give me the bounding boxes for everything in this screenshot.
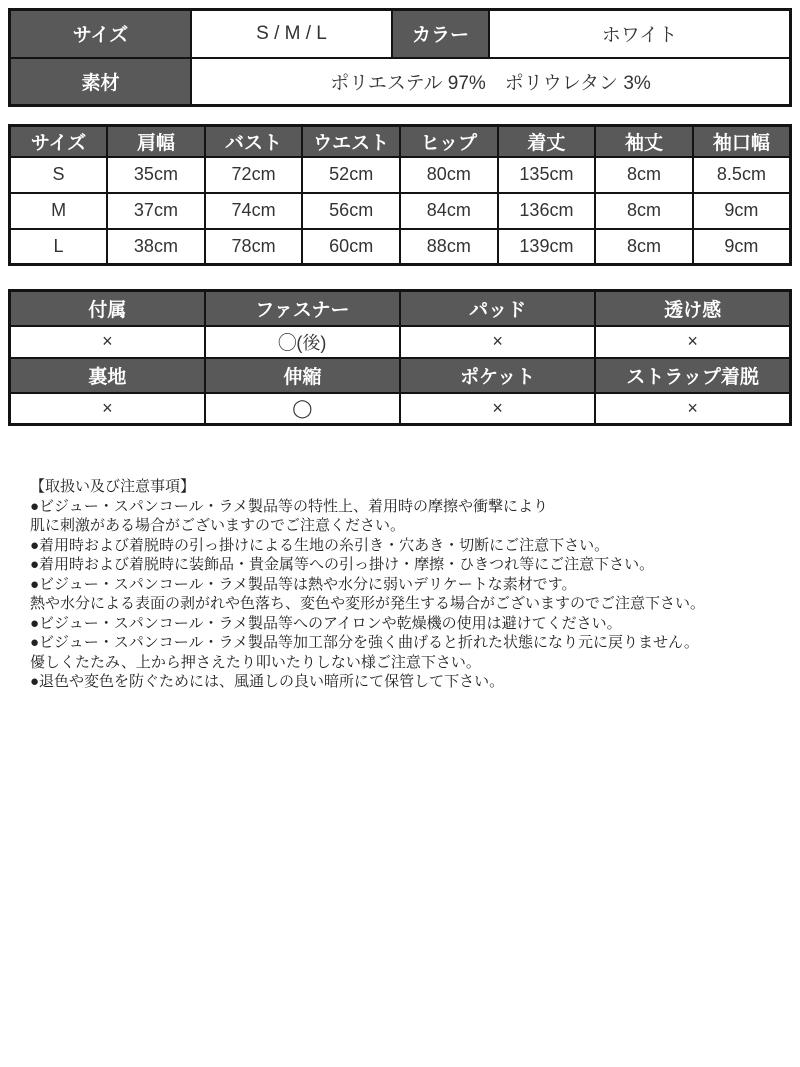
care-notes — [8, 477, 792, 692]
measurements-header-cell: ヒップ — [400, 126, 498, 157]
measurements-cell: 35cm — [107, 157, 205, 193]
care-note-line: ●ビジュー・スパンコール・ラメ製品等は熱や水分に弱いデリケートな素材です。 — [30, 575, 577, 593]
measurements-cell: 9cm — [693, 229, 791, 265]
measurements-cell: 88cm — [400, 229, 498, 265]
measurements-cell: 8cm — [595, 229, 693, 265]
features-header-row — [10, 291, 791, 326]
measurements-row — [10, 157, 791, 193]
measurements-cell: M — [10, 193, 108, 229]
measurements-header-cell: 着丈 — [498, 126, 596, 157]
measurements-cell: 9cm — [693, 193, 791, 229]
measurements-cell: S — [10, 157, 108, 193]
feature-value-cell: × — [10, 326, 205, 358]
feature-header-cell: 透け感 — [595, 291, 790, 326]
measurements-cell: 136cm — [498, 193, 596, 229]
size-value: S / M / L — [191, 10, 392, 58]
measurements-table — [8, 124, 792, 266]
care-note-line: ●退色や変色を防ぐためには、風通しの良い暗所にて保管して下さい。 — [30, 673, 505, 690]
material-label: 素材 — [10, 58, 192, 106]
material-row — [10, 58, 791, 106]
features-header-row — [10, 358, 791, 393]
measurements-cell: 37cm — [107, 193, 205, 229]
size-color-material-table — [8, 8, 792, 107]
care-notes-lines — [30, 497, 792, 692]
measurements-cell: 8.5cm — [693, 157, 791, 193]
care-note-line: ●着用時および着脱時の引っ掛けによる生地の糸引き・穴あき・切断にご注意下さい。 — [30, 536, 610, 554]
feature-header-cell: 伸縮 — [205, 358, 400, 393]
measurements-cell: 135cm — [498, 157, 596, 193]
feature-value-cell: × — [400, 393, 595, 425]
features-table — [8, 289, 792, 426]
material-value: ポリエステル 97% ポリウレタン 3% — [191, 58, 791, 106]
feature-value-cell: × — [400, 326, 595, 358]
care-note-line: 肌に刺激がある場合がございますのでご注意ください。 — [30, 517, 406, 534]
care-note-line: ●ビジュー・スパンコール・ラメ製品等加工部分を強く曲げると折れた状態になり元に戻りません。 — [30, 634, 699, 651]
feature-value-cell: × — [595, 326, 790, 358]
measurements-header-row — [10, 126, 791, 157]
measurements-header-cell: サイズ — [10, 126, 108, 157]
feature-header-cell: 付属 — [10, 291, 205, 326]
feature-value-cell: × — [10, 393, 205, 425]
features-value-row — [10, 393, 791, 425]
feature-header-cell: ストラップ着脱 — [595, 358, 790, 393]
measurements-header-cell: ウエスト — [302, 126, 400, 157]
measurements-cell: 38cm — [107, 229, 205, 265]
measurements-cell: 139cm — [498, 229, 596, 265]
measurements-cell: 78cm — [205, 229, 303, 265]
color-value: ホワイト — [489, 10, 791, 58]
size-label: サイズ — [10, 10, 192, 58]
measurements-cell: 8cm — [595, 193, 693, 229]
measurements-row — [10, 229, 791, 265]
care-note-line: ●着用時および着脱時に装飾品・貴金属等への引っ掛け・摩擦・ひきつれ等にご注意下さい。 — [30, 556, 655, 573]
care-note-line: ●ビジュー・スパンコール・ラメ製品等の特性上、着用時の摩擦や衝撃により — [30, 497, 549, 515]
care-note-line: 優しくたたみ、上から押さえたり叩いたりしない様ご注意下さい。 — [30, 653, 481, 671]
measurements-header-cell: 肩幅 — [107, 126, 205, 157]
measurements-cell: 60cm — [302, 229, 400, 265]
measurements-cell: L — [10, 229, 108, 265]
feature-value-cell: × — [595, 393, 790, 425]
feature-value-cell: ◯ — [205, 393, 400, 425]
care-notes-title: 【取扱い及び注意事項】 — [30, 478, 196, 495]
measurements-header-cell: 袖丈 — [595, 126, 693, 157]
measurements-cell: 84cm — [400, 193, 498, 229]
care-note-line: 熱や水分による表面の剥がれや色落ち、変色や変形が発生する場合がございますのでご注意下さい。 — [30, 595, 706, 612]
measurements-cell: 8cm — [595, 157, 693, 193]
measurements-cell: 52cm — [302, 157, 400, 193]
color-label: カラー — [392, 10, 489, 58]
measurements-row — [10, 193, 791, 229]
feature-value-cell: ◯(後) — [205, 326, 400, 358]
measurements-cell: 80cm — [400, 157, 498, 193]
measurements-header-cell: バスト — [205, 126, 303, 157]
size-color-row — [10, 10, 791, 58]
measurements-cell: 74cm — [205, 193, 303, 229]
feature-header-cell: パッド — [400, 291, 595, 326]
feature-header-cell: 裏地 — [10, 358, 205, 393]
measurements-cell: 56cm — [302, 193, 400, 229]
features-value-row — [10, 326, 791, 358]
measurements-cell: 72cm — [205, 157, 303, 193]
feature-header-cell: ポケット — [400, 358, 595, 393]
care-note-line: ●ビジュー・スパンコール・ラメ製品等へのアイロンや乾燥機の使用は避けてください。 — [30, 614, 622, 632]
measurements-header-cell: 袖口幅 — [693, 126, 791, 157]
feature-header-cell: ファスナー — [205, 291, 400, 326]
